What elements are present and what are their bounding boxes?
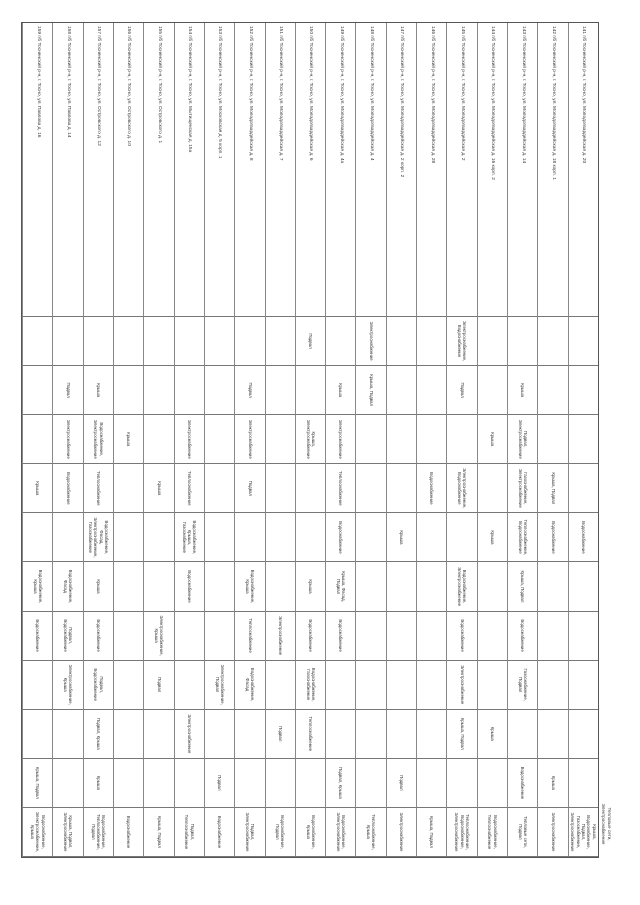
work-cell: Водоснабжение, Крыша bbox=[22, 562, 52, 611]
work-cell: Подвал bbox=[234, 464, 264, 513]
work-cell: Крыша, Подвал bbox=[416, 808, 446, 857]
work-cell: Подвал, Крыша bbox=[325, 759, 355, 808]
work-cell bbox=[52, 317, 82, 366]
work-cell: Теплоснабжение, Водоснабжение bbox=[507, 513, 537, 562]
address-cell: 142 г/б Тосненский р-н, г. Тосно, ул. Молодогвардейская д. 18 корп. 1 bbox=[537, 23, 567, 317]
work-cell bbox=[52, 513, 82, 562]
work-cell: Подвал bbox=[446, 366, 476, 415]
address-table bbox=[21, 22, 599, 858]
work-cell: Крыша, Водоснабжение, Подвал, Газоснабжение, Электроснабжение bbox=[568, 808, 598, 857]
work-cell bbox=[143, 759, 173, 808]
work-cell: Водоснабжение, Газоснабжение bbox=[295, 661, 325, 710]
work-cell: Подвал bbox=[143, 661, 173, 710]
work-cell: Крыша bbox=[83, 562, 113, 611]
work-cell: Водоснабжение bbox=[568, 513, 598, 562]
work-cell: Крыша bbox=[537, 759, 567, 808]
work-cell bbox=[568, 562, 598, 611]
work-cell: Крыша bbox=[22, 464, 52, 513]
work-cell bbox=[143, 317, 173, 366]
address-cell: 149 г/б Тосненский р-н, г. Тосно, ул. Молодогвардейская д. 4а bbox=[325, 23, 355, 317]
work-cell: Газоснабжение, Подвал bbox=[507, 661, 537, 710]
work-cell: Водоснабжение bbox=[446, 612, 476, 661]
work-cell: Крыша bbox=[83, 759, 113, 808]
address-cell: 146 г/б Тосненский р-н, г. Тосно, ул. Молодогвардейская д. 28 bbox=[416, 23, 446, 317]
work-cell bbox=[386, 317, 416, 366]
work-cell bbox=[537, 562, 567, 611]
work-cell bbox=[113, 562, 143, 611]
work-cell: Подвал bbox=[295, 317, 325, 366]
work-cell bbox=[477, 464, 507, 513]
work-cell bbox=[22, 415, 52, 464]
work-cell bbox=[568, 612, 598, 661]
address-cell: 148 г/б Тосненский р-н, г. Тосно, ул. Молодогвардейская д. 4 bbox=[355, 23, 385, 317]
work-cell bbox=[477, 612, 507, 661]
work-cell: Водоснабжение bbox=[507, 759, 537, 808]
work-cell: Электроснабжение bbox=[386, 808, 416, 857]
work-cell bbox=[537, 612, 567, 661]
work-cell bbox=[325, 661, 355, 710]
work-cell: Подвал bbox=[204, 759, 234, 808]
work-cell bbox=[204, 513, 234, 562]
work-cell bbox=[446, 513, 476, 562]
work-cell: Водоснабжение, Подвал bbox=[265, 808, 295, 857]
work-cell bbox=[204, 415, 234, 464]
work-cell bbox=[507, 710, 537, 759]
work-cell: Подвал, Электроснабжение bbox=[234, 808, 264, 857]
work-cell bbox=[386, 464, 416, 513]
work-cell bbox=[416, 366, 446, 415]
work-cell: Подвал bbox=[265, 710, 295, 759]
work-cell: Теплоснабжение bbox=[325, 464, 355, 513]
work-cell bbox=[204, 612, 234, 661]
work-cell bbox=[355, 562, 385, 611]
work-cell bbox=[568, 759, 598, 808]
work-cell bbox=[416, 562, 446, 611]
address-cell: 159 г/б Тосненский р-н, г. Тосно, ул. Павлова д. 16 bbox=[22, 23, 52, 317]
header-last-column: Тепловые сети, Электроснабжение bbox=[601, 803, 612, 845]
address-cell: 144 г/б Тосненский р-н, г. Тосно, ул. Молодогвардейская д. 16 корп. 2 bbox=[477, 23, 507, 317]
work-cell bbox=[143, 415, 173, 464]
work-cell bbox=[113, 612, 143, 661]
work-cell bbox=[568, 317, 598, 366]
work-cell bbox=[204, 464, 234, 513]
work-cell bbox=[568, 464, 598, 513]
address-cell: 153 г/б Тосненский р-н, г. Тосно, ул. Московская д. 5 корп. 1 bbox=[204, 23, 234, 317]
work-cell: Электроснабжение bbox=[52, 415, 82, 464]
work-cell: Водоснабжение bbox=[295, 612, 325, 661]
work-cell bbox=[113, 661, 143, 710]
work-cell: Электроснабжение, Водоснабжение bbox=[446, 464, 476, 513]
work-cell bbox=[295, 464, 325, 513]
work-cell: Электроснабжение, Крыша bbox=[52, 661, 82, 710]
work-cell bbox=[295, 366, 325, 415]
work-cell: Крыша bbox=[477, 415, 507, 464]
work-cell: Водоснабжение bbox=[113, 808, 143, 857]
work-cell: Электроснабжение, Крыша bbox=[143, 612, 173, 661]
work-cell bbox=[477, 562, 507, 611]
address-cell: 157 г/б Тосненский р-н, г. Тосно, ул. Островского д. 12 bbox=[83, 23, 113, 317]
work-cell bbox=[355, 661, 385, 710]
work-cell: Водоснабжение, Электроснабжение bbox=[325, 808, 355, 857]
work-cell bbox=[234, 317, 264, 366]
work-cell: Водоснабжение, Электроснабжение bbox=[83, 415, 113, 464]
work-cell: Газоснабжение, Электроснабжение bbox=[507, 464, 537, 513]
work-cell: Тепловые сети, Подвал bbox=[507, 808, 537, 857]
work-cell bbox=[416, 661, 446, 710]
work-cell: Водоснабжение, Фасад bbox=[234, 661, 264, 710]
work-cell: Теплоснабжение, Водоснабжение, Электроснабжение bbox=[446, 808, 476, 857]
work-cell bbox=[507, 317, 537, 366]
work-cell bbox=[446, 415, 476, 464]
work-cell: Водоснабжение, Фасад, Электроснабжение, Газоснабжение bbox=[83, 513, 113, 562]
work-cell bbox=[143, 513, 173, 562]
work-cell bbox=[113, 513, 143, 562]
work-cell bbox=[204, 562, 234, 611]
work-cell bbox=[355, 612, 385, 661]
work-cell bbox=[477, 366, 507, 415]
work-cell: Подвал bbox=[386, 759, 416, 808]
work-cell: Крыша, Подвал bbox=[355, 366, 385, 415]
work-cell: Водоснабжение, Теплоснабжение, Подвал bbox=[83, 808, 113, 857]
work-cell bbox=[295, 513, 325, 562]
work-cell bbox=[416, 710, 446, 759]
work-cell: Подвал bbox=[234, 366, 264, 415]
work-cell bbox=[355, 710, 385, 759]
work-cell: Крыша bbox=[295, 562, 325, 611]
work-cell: Подвал, Крыша bbox=[83, 710, 113, 759]
work-cell: Водоснабжение bbox=[537, 513, 567, 562]
work-cell bbox=[568, 415, 598, 464]
work-cell: Водоснабжение bbox=[204, 808, 234, 857]
work-cell bbox=[174, 661, 204, 710]
work-cell bbox=[204, 710, 234, 759]
work-cell: Крыша, Подвал bbox=[537, 464, 567, 513]
work-cell bbox=[355, 759, 385, 808]
work-cell: Водоснабжение bbox=[507, 612, 537, 661]
work-cell bbox=[355, 464, 385, 513]
work-cell: Крыша bbox=[386, 513, 416, 562]
work-cell bbox=[265, 661, 295, 710]
work-cell bbox=[22, 366, 52, 415]
work-cell bbox=[22, 317, 52, 366]
work-cell bbox=[113, 317, 143, 366]
work-cell: Электроснабжение bbox=[325, 415, 355, 464]
work-cell: Водоснабжение, Электроснабжение bbox=[446, 562, 476, 611]
work-cell bbox=[568, 366, 598, 415]
address-cell: 141 г/б Тосненский р-н, г. Тосно, ул. Молодогвардейская д. 20 bbox=[568, 23, 598, 317]
work-cell: Водоснабжение bbox=[174, 562, 204, 611]
work-cell bbox=[386, 612, 416, 661]
work-cell bbox=[386, 562, 416, 611]
work-cell bbox=[537, 710, 567, 759]
work-cell bbox=[265, 759, 295, 808]
work-cell bbox=[325, 317, 355, 366]
work-cell bbox=[355, 415, 385, 464]
work-cell: Крыша bbox=[477, 710, 507, 759]
work-cell bbox=[22, 513, 52, 562]
work-cell: Подвал, Водоснабжение bbox=[52, 612, 82, 661]
work-cell: Электроснабжение bbox=[537, 808, 567, 857]
work-cell: Крыша bbox=[113, 415, 143, 464]
work-cell bbox=[416, 612, 446, 661]
work-cell: Водоснабжение, Теплоснабжение bbox=[477, 808, 507, 857]
work-cell bbox=[416, 513, 446, 562]
work-cell: Крыша, Подвал, Электроснабжение bbox=[52, 808, 82, 857]
work-cell bbox=[355, 513, 385, 562]
work-cell: Теплоснабжение bbox=[295, 710, 325, 759]
work-cell bbox=[386, 661, 416, 710]
work-cell bbox=[416, 415, 446, 464]
address-cell: 155 г/б Тосненский р-н, г. Тосно, ул. Островского д. 1 bbox=[143, 23, 173, 317]
work-cell bbox=[416, 317, 446, 366]
address-cell: 151 г/б Тосненский р-н, г. Тосно, ул. Молодогвардейская д. 7 bbox=[265, 23, 295, 317]
address-cell: 156 г/б Тосненский р-н, г. Тосно, ул. Островского д. 10 bbox=[113, 23, 143, 317]
work-cell bbox=[537, 366, 567, 415]
work-cell: Крыша bbox=[325, 366, 355, 415]
work-cell bbox=[22, 661, 52, 710]
work-cell: Крыша, Подвал bbox=[22, 759, 52, 808]
work-cell bbox=[477, 317, 507, 366]
work-cell: Теплоснабжение bbox=[234, 612, 264, 661]
work-cell: Водоснабжение, Электроснабжение, Крыша bbox=[22, 808, 52, 857]
work-cell bbox=[143, 710, 173, 759]
work-cell bbox=[113, 759, 143, 808]
work-cell: Электроснабжение bbox=[234, 415, 264, 464]
work-cell: Крыша, Фасад, Подвал bbox=[325, 562, 355, 611]
work-cell bbox=[113, 366, 143, 415]
work-cell bbox=[537, 415, 567, 464]
work-cell: Теплоснабжение, Крыша bbox=[355, 808, 385, 857]
work-cell bbox=[234, 710, 264, 759]
work-cell bbox=[568, 710, 598, 759]
address-cell: 143 г/б Тосненский р-н, г. Тосно, ул. Молодогвардейская д. 14 bbox=[507, 23, 537, 317]
work-cell: Крыша bbox=[143, 464, 173, 513]
work-cell bbox=[386, 366, 416, 415]
work-cell: Водоснабжение, Крыша bbox=[295, 808, 325, 857]
work-cell: Электроснабжение bbox=[174, 710, 204, 759]
work-cell bbox=[265, 366, 295, 415]
work-cell: Крыша, Подвал bbox=[143, 808, 173, 857]
address-cell: 147 г/б Тосненский р-н, г. Тосно, ул. Молодогвардейская д. 2 корп. 2 bbox=[386, 23, 416, 317]
work-cell bbox=[537, 317, 567, 366]
work-cell bbox=[143, 562, 173, 611]
work-cell: Подвал, Теплоснабжение bbox=[174, 808, 204, 857]
work-cell: Водоснабжение, Крыша bbox=[234, 562, 264, 611]
work-cell bbox=[477, 661, 507, 710]
work-cell bbox=[204, 366, 234, 415]
work-cell bbox=[386, 415, 416, 464]
address-cell: 152 г/б Тосненский р-н, г. Тосно, ул. Молодогвардейская д. 8 bbox=[234, 23, 264, 317]
work-cell: Крыша, Подвал bbox=[446, 710, 476, 759]
work-cell bbox=[174, 759, 204, 808]
address-cell: 145 г/б Тосненский р-н, г. Тосно, ул. Молодогвардейская д. 2 bbox=[446, 23, 476, 317]
work-cell bbox=[386, 710, 416, 759]
work-cell bbox=[174, 317, 204, 366]
work-cell bbox=[265, 317, 295, 366]
work-cell: Электроснабжение, Подвал bbox=[204, 661, 234, 710]
work-cell bbox=[174, 612, 204, 661]
work-cell: Водоснабжение bbox=[325, 612, 355, 661]
work-cell: Электроснабжение bbox=[265, 612, 295, 661]
work-cell bbox=[416, 759, 446, 808]
work-cell bbox=[477, 759, 507, 808]
work-cell bbox=[52, 710, 82, 759]
work-cell: Крыша bbox=[507, 366, 537, 415]
work-cell bbox=[568, 661, 598, 710]
work-cell: Крыша, Электроснабжение bbox=[295, 415, 325, 464]
work-cell bbox=[234, 513, 264, 562]
work-cell bbox=[234, 759, 264, 808]
work-cell bbox=[265, 513, 295, 562]
work-cell bbox=[325, 710, 355, 759]
work-cell: Водоснабжение bbox=[52, 464, 82, 513]
work-cell: Крыша, Подвал bbox=[507, 562, 537, 611]
work-cell: Водоснабжение, Крыша, Газоснабжение bbox=[174, 513, 204, 562]
work-cell bbox=[143, 366, 173, 415]
work-cell bbox=[83, 317, 113, 366]
work-cell bbox=[174, 366, 204, 415]
address-cell: 154 г/б Тосненский р-н, г. Тосно, ул. Мытищенская д. 15а bbox=[174, 23, 204, 317]
address-cell: 150 г/б Тосненский р-н, г. Тосно, ул. Молодогвардейская д. 6 bbox=[295, 23, 325, 317]
work-cell bbox=[446, 759, 476, 808]
work-cell: Электроснабжение, Водоснабжение bbox=[446, 317, 476, 366]
work-cell bbox=[265, 415, 295, 464]
work-cell: Электроснабжение bbox=[446, 661, 476, 710]
work-cell: Крыша bbox=[477, 513, 507, 562]
work-cell bbox=[52, 759, 82, 808]
work-cell bbox=[265, 464, 295, 513]
work-cell: Водоснабжение bbox=[416, 464, 446, 513]
work-cell: Электроснабжение bbox=[355, 317, 385, 366]
work-cell: Водоснабжение bbox=[22, 612, 52, 661]
work-cell bbox=[265, 562, 295, 611]
work-cell bbox=[113, 464, 143, 513]
work-cell: Водоснабжение bbox=[325, 513, 355, 562]
work-cell bbox=[537, 661, 567, 710]
work-cell: Подвал, Водоснабжение bbox=[83, 661, 113, 710]
work-cell bbox=[295, 759, 325, 808]
work-cell: Электроснабжение bbox=[174, 415, 204, 464]
work-cell: Теплоснабжение bbox=[83, 464, 113, 513]
address-cell: 158 г/б Тосненский р-н, г. Тосно, ул. Павлова д. 14 bbox=[52, 23, 82, 317]
work-cell: Подвал bbox=[52, 366, 82, 415]
work-cell: Водоснабжение bbox=[83, 612, 113, 661]
work-cell: Теплоснабжение bbox=[174, 464, 204, 513]
work-cell: Водоснабжение, Фасад bbox=[52, 562, 82, 611]
work-cell bbox=[113, 710, 143, 759]
work-cell: Подвал, Электроснабжение bbox=[507, 415, 537, 464]
work-cell: Крыша bbox=[83, 366, 113, 415]
work-cell bbox=[22, 710, 52, 759]
work-cell bbox=[204, 317, 234, 366]
